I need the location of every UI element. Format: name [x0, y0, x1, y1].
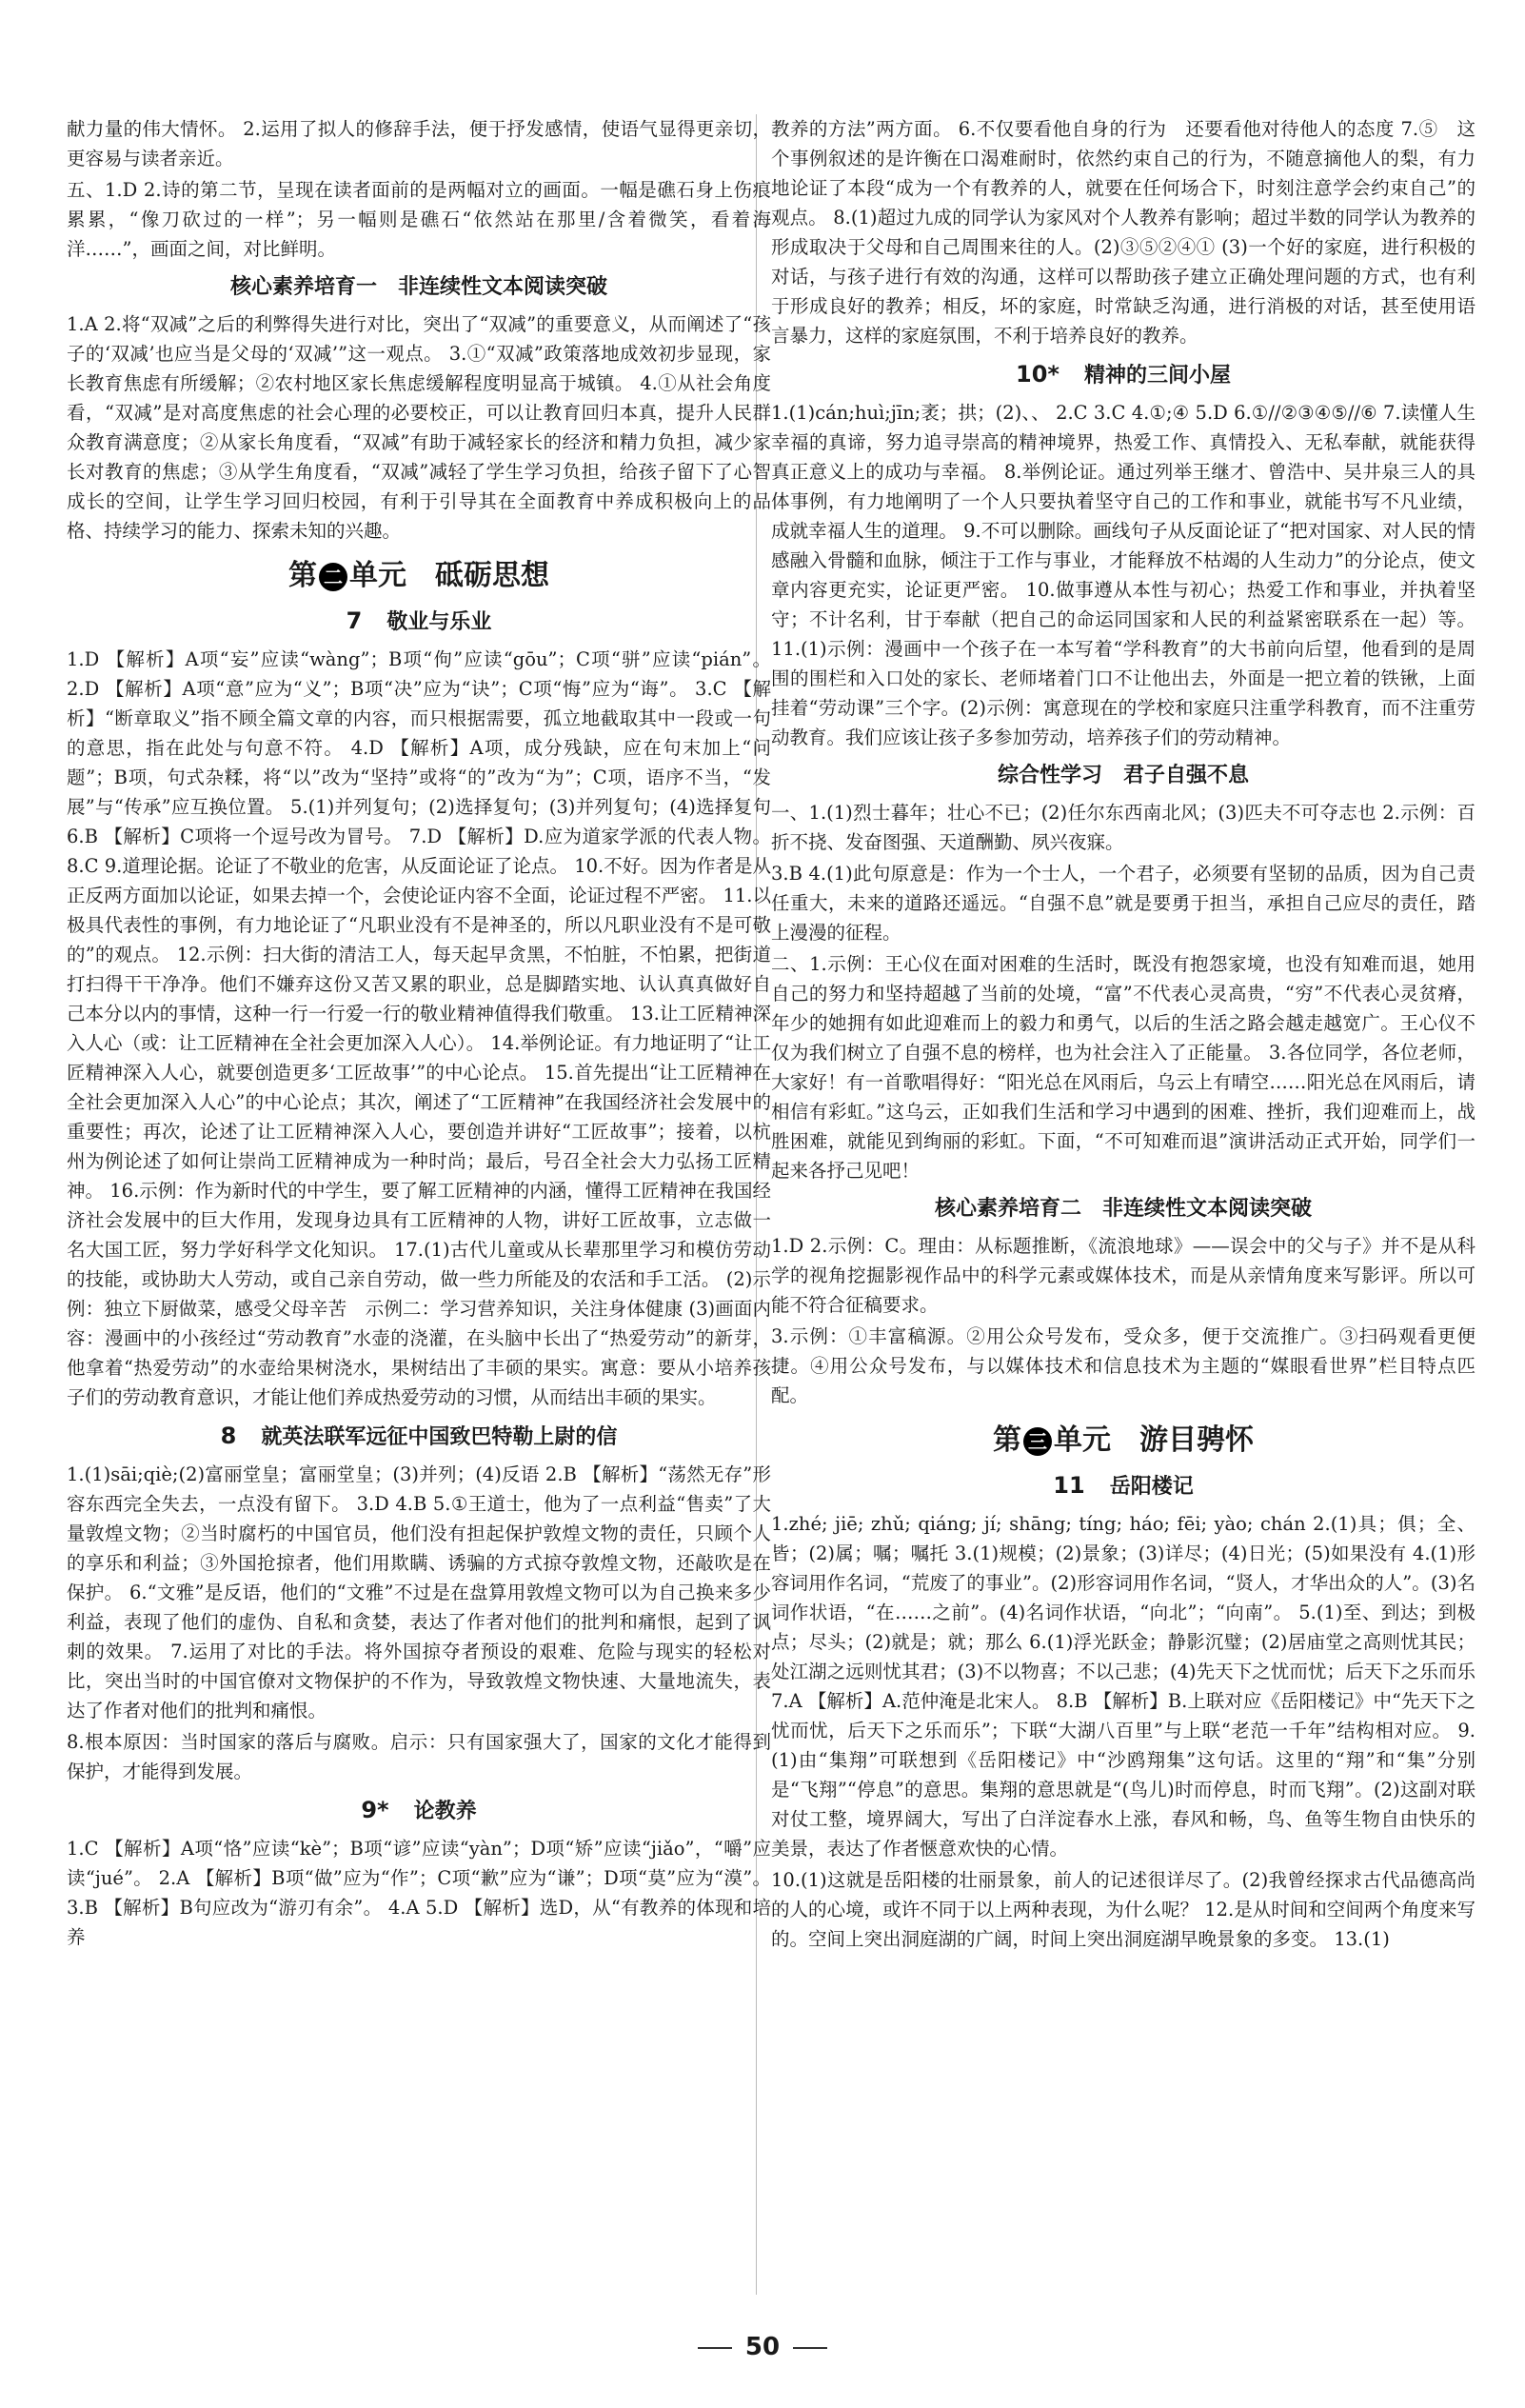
lesson-heading [67, 1794, 771, 1828]
unit-number-badge: 三 [1023, 1427, 1052, 1456]
lesson-number: 7 [346, 607, 363, 634]
lesson-number: 9* [361, 1797, 389, 1823]
answer-paragraph: 1.zhé; jiē; zhǔ; qiáng; jí; shāng; tíng; háo; fēi; yào; chán 2.(1)具；俱；全、皆；(2)属；嘱；嘱托 3.(1)规模；(2)景象；(3)详尽；(4)日光；(5)如果没有 4.(1)形容词用作名词，“荒废了的事业”。(2)形容词用作名词，“贤人，才华出众的人”。(3)名词作状语，“在……之前”。(4)名词作状语，“向北”；“向南”。 5.(1)至、到达；到极点；尽头；(2)就是；就；那么 6.(1)浮光跃金；静影沉璧；(2)居庙堂之高则忧其民；处江湖之远则忧其君；(3)不以物喜；不以己悲；(4)先天下之忧而忧；后天下之乐而乐 7.A 【解析】A.范仲淹是北宋人。 8.B 【解析】B.上联对应《岳阳楼记》中“先天下之忧而忧，后天下之乐而乐”；下联“大湖八百里”与上联“老范一千年”结构相对应。 9.(1)由“集翔”可联想到《岳阳楼记》中“沙鸥翔集”这句话。这里的“翔”和“集”分别是“飞翔”“停息”的意思。集翔的意思就是“(鸟儿)时而停息，时而飞翔”。(2)这副对联对仗工整，境界阔大，写出了白洋淀春水上涨，春风和畅，鸟、鱼等生物自由快乐的美景，表达了作者愜意欢快的心情。 [771, 1513, 1475, 1860]
lesson-number: 11 [1053, 1472, 1085, 1499]
answer-paragraph: 3.示例：①丰富稿源。②用公众号发布，受众多，便于交流推广。③扫码观看更便捷。④用公众号发布，与以媒体技术和信息技术为主题的“媒眼看世界”栏目特点匹配。 [771, 1325, 1475, 1406]
lesson-title: 论教养 [413, 1800, 477, 1823]
unit-number-badge: 二 [319, 563, 347, 591]
lesson-heading [67, 1420, 771, 1454]
unit-title: 游目骋怀 [1139, 1423, 1254, 1457]
lesson-heading [771, 1469, 1475, 1503]
answer-paragraph: 献力量的伟大情怀。 2.运用了拟人的修辞手法，便于抒发感情，使语气显得更亲切，更容易与读者亲近。 [67, 118, 771, 169]
page-number-rule [698, 2347, 732, 2349]
unit-title: 砥砺思想 [435, 559, 549, 592]
answer-paragraph: 3.B 4.(1)此句原意是：作为一个士人，一个君子，必须要有坚韧的品质，因为自己责任重大，未来的道路还遥远。“自强不息”就是要勇于担当，承担自己应尽的责任，踏上漫漫的征程。 [771, 863, 1475, 944]
lesson-title: 精神的三间小屋 [1083, 364, 1231, 388]
section-heading: 核心素养培育一 非连续性文本阅读突破 [229, 275, 607, 299]
lesson-number: 10* [1016, 361, 1060, 388]
lesson-title: 就英法联军远征中国致巴特勒上尉的信 [261, 1425, 618, 1449]
answer-paragraph: 二、1.示例：王心仪在面对困难的生活时，既没有抱怨家境，也没有知难而退，她用自己的努力和坚持超越了当前的处境，“富”不代表心灵高贵，“穷”不代表心灵贫瘠，年少的她拥有如此迎难而上的毅力和勇气，以后的生活之路会越走越宽广。王心仪不仅为我们树立了自强不息的榜样，也为社会注入了正能量。 3.各位同学，各位老师，大家好！有一首歌唱得好：“阳光总在风雨后，乌云上有晴空……阳光总在风雨后，请相信有彩虹。”这乌云，正如我们生活和学习中遇到的困难、挫折，我们迎难而上，战胜困难，就能见到绚丽的彩虹。下面，“不可知难而退”演讲活动正式开始，同学们一起来各抒己见吧！ [771, 953, 1475, 1182]
answer-paragraph: 五、1.D 2.诗的第二节，呈现在读者面前的是两幅对立的画面。一幅是礁石身上伤痕累累，“像刀砍过的一样”；另一幅则是礁石“依然站在那里/含着微笑，看着海洋……”，画面之间，对比鲜明。 [67, 179, 771, 260]
section-heading: 核心素养培育二 非连续性文本阅读突破 [934, 1197, 1312, 1221]
answer-paragraph: 1.D 2.示例：C。理由：从标题推断，《流浪地球》——误会中的父与子》并不是从科学的视角挖掘影视作品中的科学元素或媒体技术，而是从亲情角度来写影评。所以可能不符合征稿要求。 [771, 1235, 1475, 1316]
answer-paragraph: 1.(1)cán;huì;jīn;袤；拱；(2)、、 2.C 3.C 4.①;④ 5.D 6.①//②③④⑤//⑥ 7.读懂人生幸福的真谛，努力追寻崇高的精神境界，热爱工作、真情投入、无私奉献，就能获得真正意义上的成功与幸福。 8.举例论证。通过列举王继才、曾浩中、吴井泉三人的具体事例，有力地阐明了一个人只要执着坚守自己的工作和事业，就能书写不凡业绩，成就幸福人生的道理。 9.不可以删除。画线句子从反面论证了“把对国家、对人民的情感融入骨髓和血脉，倾注于工作与事业，才能释放不枯竭的人生动力”的分论点，使文章内容更充实，论证更严密。 10.做事遵从本性与初心；热爱工作和事业，并执着坚守；不计名利，甘于奉献（把自己的命运同国家和人民的利益紧密联系在一起）等。 11.(1)示例：漫画中一个孩子在一本写着“学科教育”的大书前向后望，他看到的是周围的围栏和入口处的家长、老师堵着门口不让他出去，外面是一把立着的铁锹，上面挂着“劳动课”三个字。(2)示例：寓意现在的学校和家庭只注重学科教育，而不注重劳动教育。我们应该让孩子多参加劳动，培养孩子们的劳动精神。 [771, 402, 1475, 748]
lesson-heading [67, 605, 771, 639]
unit-heading [67, 555, 771, 597]
unit-suffix: 单元 [349, 559, 406, 592]
answer-paragraph: 1.(1)sāi;qiè;(2)富丽堂皇；富丽堂皇；(3)并列；(4)反语 2.B 【解析】“荡然无存”形容东西完全失去，一点没有留下。 3.D 4.B 5.①王道士，他为了一点利益“售卖”了大量敦煌文物；②当时腐朽的中国官员，他们没有担起保护敦煌文物的责任，只顾个人的享乐和利益；③外国抢掠者，他们用欺瞒、诱骗的方式掠夺敦煌文物，还敲吹是在保护。 6.“文雅”是反语，他们的“文雅”不过是在盘算用敦煌文物可以为自己换来多少利益，表现了他们的虚伪、自私和贪婪，表达了作者对他们的批判和痛恨，起到了讽刺的效果。 7.运用了对比的手法。将外国掠夺者预设的艰难、危险与现实的轻松对比，突出当时的中国官僚对文物保护的不作为，导致敦煌文物快速、大量地流失，表达了作者对他们的批判和痛恨。 [67, 1463, 771, 1721]
unit-suffix: 单元 [1054, 1423, 1111, 1457]
unit-heading [771, 1420, 1475, 1462]
page-number [0, 2333, 1525, 2361]
right-column [771, 114, 1475, 2294]
answer-paragraph: 10.(1)这就是岳阳楼的壮丽景象，前人的记述很详尽了。(2)我曾经探求古代品德高尚的人的心境，或许不同于以上两种表现，为什么呢？ 12.是从时间和空间两个角度来写的。空间上突出洞庭湖的广阔，时间上突出洞庭湖早晚景象的多变。 13.(1) [771, 1869, 1475, 1950]
answer-paragraph: 1.D 【解析】A项“妄”应读“wàng”；B项“佝”应读“gōu”；C项“骈”应读“pián”。 2.D 【解析】A项“意”应为“义”；B项“决”应为“诀”；C项“悔”应为“诲”。 3.C 【解析】“断章取义”指不顾全篇文章的内容，而只根据需要，孤立地截取其中一段或一句的意思，指在此处与句意不符。 4.D 【解析】A项，成分残缺，应在句末加上“问题”；B项，句式杂糅，将“以”改为“坚持”或将“的”改为“为”；C项，语序不当，“发展”与“传承”应互换位置。 5.(1)并列复句；(2)选择复句；(3)并列复句；(4)选择复句 6.B 【解析】C项将一个逗号改为冒号。 7.D 【解析】D.应为道家学派的代表人物。 8.C 9.道理论据。论证了不敬业的危害，从反面论证了论点。 10.不好。因为作者是从正反两方面加以论证，如果去掉一个，会使论证内容不全面，论证过程不严密。 11.以极具代表性的事例，有力地论证了“凡职业没有不是神圣的，所以凡职业没有不是可敬的”的观点。 12.示例：扫大街的清洁工人，每天起早贪黑，不怕脏，不怕累，把街道打扫得干干净净。他们不嫌弃这份又苦又累的职业，总是脚踏实地、认认真真做好自己本分以内的事情，这种一行一行爱一行的敬业精神值得我们敬重。 13.让工匠精神深入人心（或：让工匠精神在全社会更加深入人心）。 14.举例论证。有力地证明了“让工匠精神深入人心，就要创造更多‘工匠故事’”的中心论点。 15.首先提出“让工匠精神在全社会更加深入人心”的中心论点；其次，阐述了“工匠精神”在我国经济社会发展中的重要性；再次，论述了让工匠精神深入人心，要创造并讲好“工匠故事”；接着，以杭州为例论述了如何让崇尚工匠精神成为一种时尚；最后，号召全社会大力弘扬工匠精神。 16.示例：作为新时代的中学生，要了解工匠精神的内涵，懂得工匠精神在我国经济社会发展中的巨大作用，发现身边具有工匠精神的人物，讲好工匠故事，立志做一名大国工匠，努力学好科学文化知识。 17.(1)古代儿童或从长辈那里学习和模仿劳动的技能，或协助大人劳动，或自己亲自劳动，做一些力所能及的农活和手工活。 (2)示例：独立下厨做菜，感受父母辛苦 示例二：学习营养知识，关注身体健康 (3)画面内容：漫画中的小孩经过“劳动教育”水壶的浇灌，在头脑中长出了“热爱劳动”的新芽，他拿着“热爱劳动”的水壶给果树浇水，果树结出了丰硕的果实。寓意：要从小培养孩子们的劳动教育意识，才能让他们养成热爱劳动的习惯，从而结出丰硕的果实。 [67, 648, 771, 1408]
left-column [67, 114, 771, 2294]
unit-prefix: 第 [993, 1423, 1021, 1457]
lesson-heading [771, 358, 1475, 392]
answer-paragraph: 1.C 【解析】A项“恪”应读“kè”；B项“谚”应读“yàn”；D项“矫”应读“jiǎo”，“嚼”应读“jué”。 2.A 【解析】B项“做”应为“作”；C项“歉”应为“谦”；D项“莫”应为“漠”。 3.B 【解析】B句应改为“游刃有余”。 4.A 5.D 【解析】选D，从“有教养的体现和培养 [67, 1838, 771, 1948]
lesson-title: 岳阳楼记 [1109, 1475, 1194, 1499]
section-heading: 综合性学习 君子自强不息 [997, 764, 1249, 787]
unit-prefix: 第 [288, 559, 317, 592]
answer-paragraph: 教养的方法”两方面。 6.不仅要看他自身的行为 还要看他对待他人的态度 7.⑤ 这个事例叙述的是许衡在口渴难耐时，依然约束自己的行为，不随意摘他人的梨，有力地论证了本段“成为一个有教养的人，就要在任何场合下，时刻注意学会约束自己”的观点。 8.(1)超过九成的同学认为家风对个人教养有影响；超过半数的同学认为教养的形成取决于父母和自己周围来往的人。(2)③⑤②④① (3)一个好的家庭，进行积极的对话，与孩子进行有效的沟通，这样可以帮助孩子建立正确处理问题的方式，也有利于形成良好的教养；相反，坏的家庭，时常缺乏沟通，进行消极的对话，甚至使用语言暴力，这样的家庭氛围，不利于培养良好的教养。 [771, 118, 1475, 347]
lesson-title: 敬业与乐业 [386, 610, 492, 634]
answer-paragraph: 一、1.(1)烈士暮年；壮心不已；(2)任尔东西南北风；(3)匹夫不可夺志也 2.示例：百折不挠、发奋图强、天道酬勤、夙兴夜寐。 [771, 802, 1475, 853]
answer-paragraph: 8.根本原因：当时国家的落后与腐败。启示：只有国家强大了，国家的文化才能得到保护，才能得到发展。 [67, 1731, 771, 1782]
page-number-text: 50 [744, 2333, 781, 2361]
answer-paragraph: 1.A 2.将“双减”之后的利弊得失进行对比，突出了“双减”的重要意义，从而阐述了“孩子的‘双减’也应当是父母的‘双减’”这一观点。 3.①“双减”政策落地成效初步显现，家长教育焦虑有所缓解；②农村地区家长焦虑缓解程度明显高于城镇。 4.①从社会角度看，“双减”是对高度焦虑的社会心理的必要校正，可以让教育回归本真，提升人民群众教育满意度；②从家长角度看，“双减”有助于减轻家长的经济和精力负担，减少家长对教育的焦虑；③从学生角度看，“双减”减轻了学生学习负担，给孩子留下了心智成长的空间，让学生学习回归校园，有利于引导其在全面教育中养成积极向上的品格、持续学习的能力、探索未知的兴趣。 [67, 313, 771, 542]
page-number-rule [793, 2347, 827, 2349]
lesson-number: 8 [220, 1423, 237, 1449]
